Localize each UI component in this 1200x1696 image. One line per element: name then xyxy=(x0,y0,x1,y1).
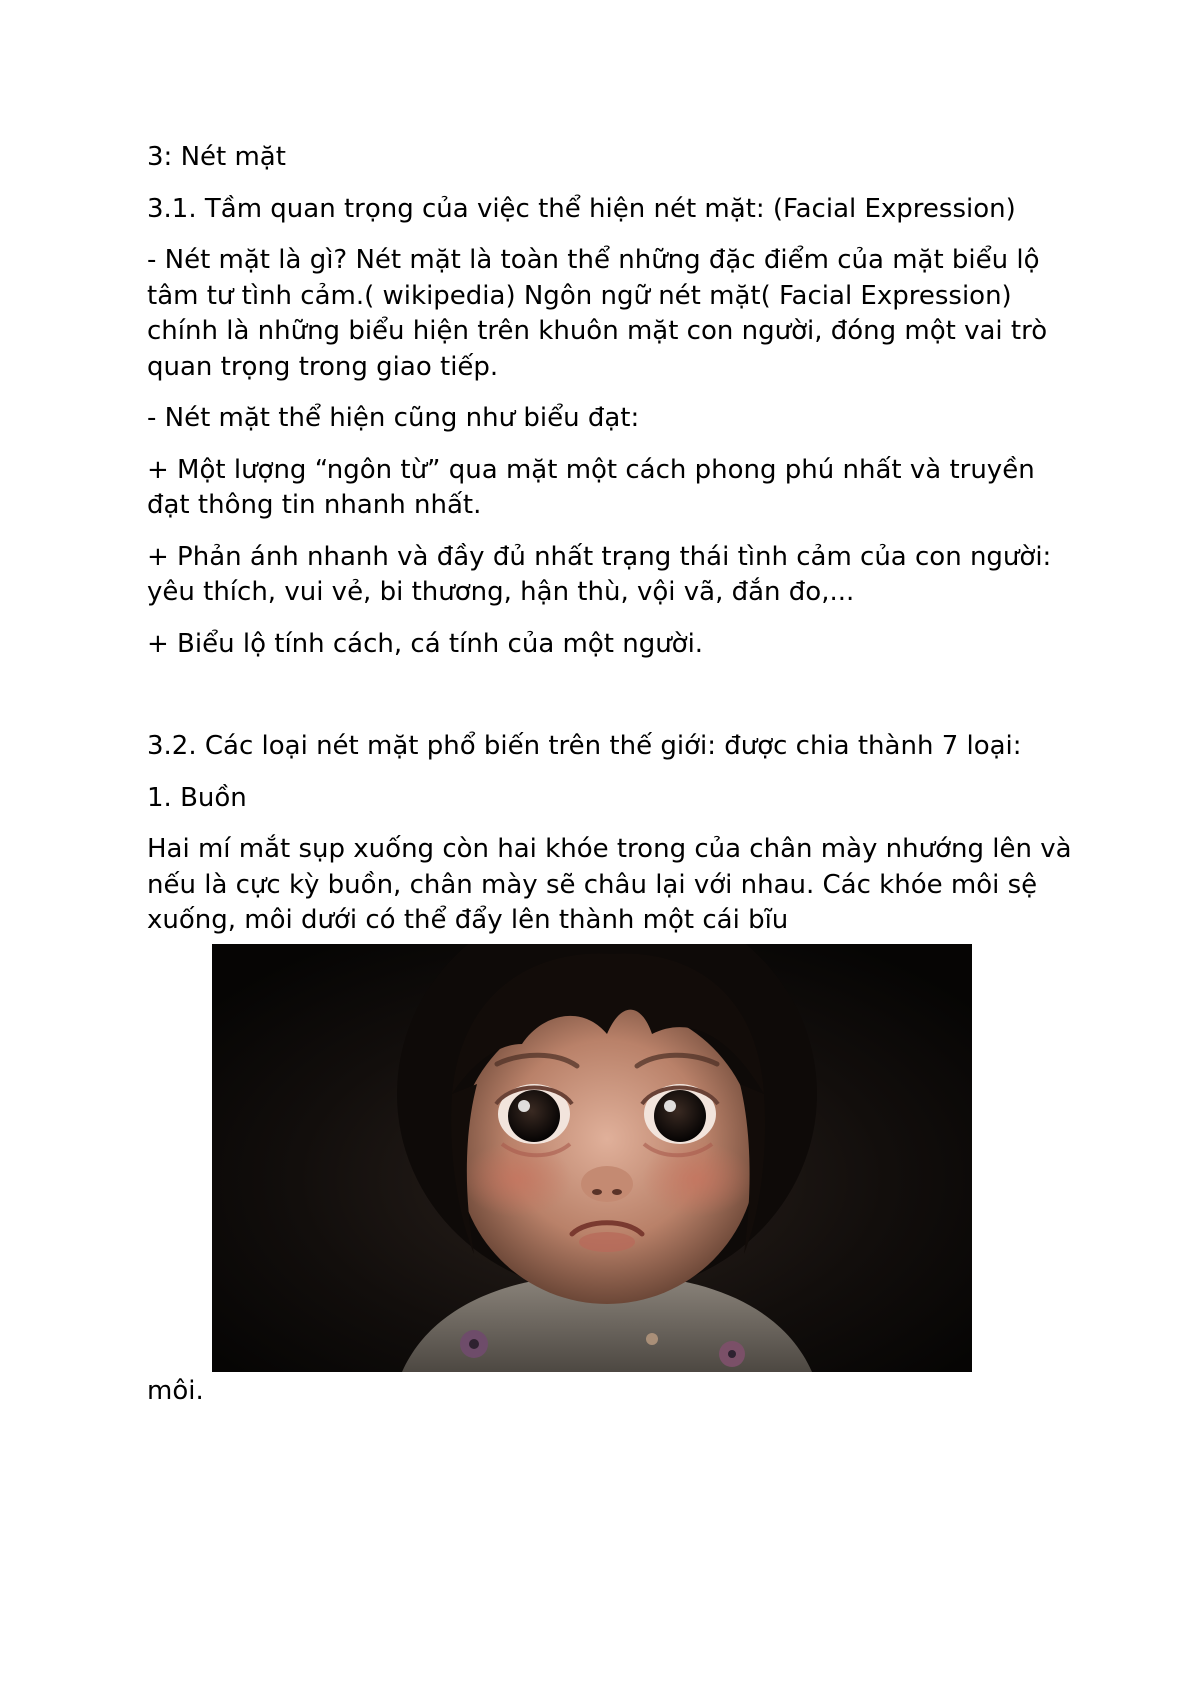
document-page xyxy=(147,140,1077,1409)
bullet-item: + Một lượng “ngôn từ” qua mặt một cách phong phú nhất và truyền đạt thông tin nhanh nhất. xyxy=(147,454,1035,520)
bullet-item: + Biểu lộ tính cách, cá tính của một người. xyxy=(147,628,704,659)
item-description-end: môi. xyxy=(147,1375,204,1406)
expression-intro-paragraph: - Nét mặt thể hiện cũng như biểu đạt: xyxy=(147,403,640,433)
item-description: Hai mí mắt sụp xuống còn hai khóe trong của chân mày nhướng lên và nếu là cực kỳ buồn, chân mày sẽ châu lại với nhau. Các khóe môi sệ xuống, môi dưới có thể đẩy lên thành một cái bĩu xyxy=(147,834,1072,935)
sad-child-photo xyxy=(212,944,972,1372)
section-heading: 3: Nét mặt xyxy=(147,142,286,172)
definition-paragraph: - Nét mặt là gì? Nét mặt là toàn thể những đặc điểm của mặt biểu lộ tâm tư tình cảm.( wikipedia) Ngôn ngữ nét mặt( Facial Expression) chính là những biểu hiện trên khuôn mặt con người, đóng một vai trò quan trọng trong giao tiếp. xyxy=(147,245,1048,382)
sad-child-illustration xyxy=(212,944,972,1372)
section-2-title: 3.2. Các loại nét mặt phổ biến trên thế giới: được chia thành 7 loại: xyxy=(147,731,1022,761)
bullet-item: + Phản ánh nhanh và đầy đủ nhất trạng thái tình cảm của con người: yêu thích, vui vẻ, bi thương, hận thù, vội vã, đắn đo,... xyxy=(147,541,1052,607)
blank-line xyxy=(147,678,1077,713)
section-1-title: 3.1. Tầm quan trọng của việc thể hiện nét mặt: (Facial Expression) xyxy=(147,193,1016,224)
item-title: 1. Buồn xyxy=(147,782,247,813)
